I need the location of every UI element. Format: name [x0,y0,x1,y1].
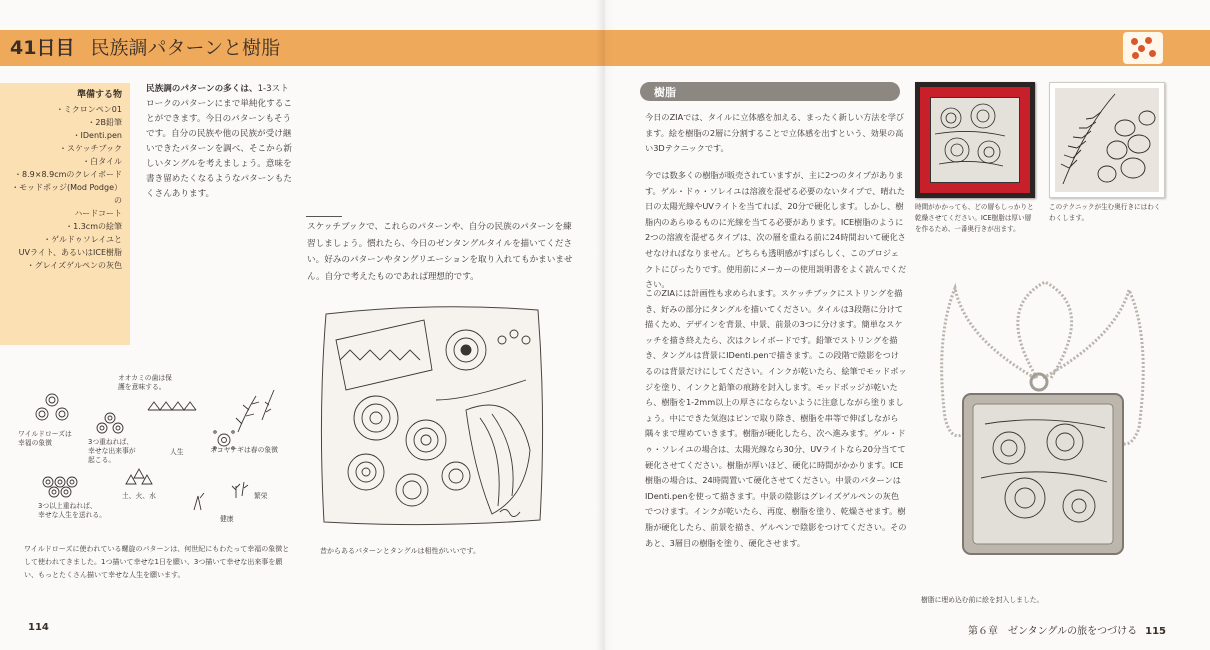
materials-item: ・モッドポッジ(Mod Podge）の [11,183,122,205]
photo2-caption: このテクニックが生む奥行きにはわくわくします。 [1049,203,1161,222]
tile-detail-drawing [1055,88,1159,192]
label-elements: 土、火、水 [122,492,156,500]
pattern-sketch [18,370,308,530]
label-willow: ネコヤナギは春の象徴 [210,446,278,454]
materials-item: ・ゲルドゥソレイユと [43,235,122,244]
label-wild-rose: ワイルドローズは 幸福の象徴 [18,430,72,447]
photo1-caption: 時間がかかっても、どの層もしっかりと乾燥させてください。ICE樹脂は厚い層を作るため、一番奥行きが出ます。 [915,203,1034,233]
day-number: 41日目 [10,37,75,59]
materials-item: ・グレイズゲルペンの灰色 [26,261,122,270]
page-footer [968,622,1166,637]
section-title: 樹脂 [654,86,676,99]
tile-caption: 昔からあるパターンとタングルは相性がいいです。 [320,547,480,555]
resin-pendant-photo [925,278,1153,566]
zentangle-tile-drawing [316,300,548,528]
right-page [603,0,1210,650]
exercise-paragraph: スケッチブックで、これらのパターンや、自分の民族のパターンを練習しましょう。慣れたら、今日のゼンタングルタイルを描いてください。好みのパターンやタングリエーションを取り入れてもかまいません。自分で考えたものであれば理想的です。 [307,222,573,282]
materials-item: ・ミクロンペン01 [55,105,122,114]
page-number-right: 115 [1145,626,1166,637]
framed-tile-drawing [931,98,1009,172]
materials-item: ・IDenti.pen [72,131,122,140]
resin-types-paragraph: 今では数多くの樹脂が販売されていますが、主に2つのタイプがあります。ゲル・ドゥ・ソレイユは溶液を混ぜる必要のないタイプで、晴れた日の太陽光線やUVライトを当てれば、20分で硬化します。しかし、樹脂内のあらゆるものに光線を当てる必要があります。ICE樹脂のように2つの溶液を混ぜるタイプは、次の層を重ねる前に24時間おいて硬化させなければなりません。どちらも透明感がすばらしく、このプロジェクトにぴったりです。使用前にメーカーの使用説明書をよく読んでください。 [645,170,907,290]
label-health: 健康 [220,515,234,523]
materials-item: ・8.9×8.9cmのクレイボード [14,170,122,179]
intro-paragraph [146,82,296,202]
page-number-left: 114 [28,622,49,633]
materials-list [4,103,122,272]
resin-method-paragraph: このZIAには計画性も求められます。スケッチブックにストリングを描き、好みの部分にタングルを描いてください。タイルは3段階に分けて描くため、デザインを背景、中景、前景の3つに分けます。簡単なスケッチを描き終えたら、次はクレイボードです。鉛筆でストリングを描き、タングルは背景にIDenti.penで描きます。この段階で陰影をつけるのは背景だけにしてください。インクが乾いたら、絵筆でモッドポッジを塗り、インクと鉛筆の痕跡を封入します。モッドポッジが乾いたら、樹脂を1-2mm以上の厚さにならないように注意しながら塗りましょう。中にできた気泡はピンで取り除き、樹脂を串等で伸ばしながら隅々まで埋めていきます。樹脂が硬化したら、次へ進みます。ゲル・ドゥ・ソレイユの場合は、太陽光線なら30分、UVライトなら20分当てて硬化させてください。樹脂が厚いほど、硬化に時間がかかります。ICE樹脂の場合は、24時間置いて硬化させてください。中景のパターンはIDenti.penを使って描きます。中景の陰影はグレイズゲルペンの灰色でつけます。インクが乾いたら、再度、樹脂を塗り、乾燥させます。樹脂が硬化したら、前景を描き、ゲルペンで陰影をつけてください。そのあと、3層目の樹脂を塗り、硬化させます。 [645,288,907,548]
materials-heading: 準備する物 [76,90,122,100]
intro-lead: 民族調のパターンの多くは、 [146,84,258,94]
label-life: 人生 [170,448,184,456]
day-badge-icon [1123,32,1163,64]
resin-pendant-drawing [925,278,1153,566]
framed-tile-photo [915,82,1035,198]
materials-box [0,83,130,345]
materials-item: ・2B鉛筆 [87,118,122,127]
day-header [10,33,280,60]
materials-item: ・1.3cmの絵筆 [65,222,122,231]
zentangle-tile [316,300,548,528]
pendant-caption: 樹脂に埋め込む前に絵を封入しました。 [921,596,1044,604]
header-band [603,30,1210,66]
tile-detail-photo [1049,82,1165,198]
label-three-spirals: 3つ重ねれば、 幸せな出来事が 起こる。 [88,438,136,464]
day-theme: 民族調パターンと樹脂 [90,37,281,59]
resin-intro-paragraph: 今日のZIAでは、タイルに立体感を加える、まったく新しい方法を学びます。絵を樹脂の2層に分割することで立体感を出すという、効果の高い3Dテクニックです。 [645,112,905,154]
label-wolf-teeth: オオカミの歯は保 護を意味する。 [118,374,172,391]
materials-item: UVライト、あるいはICE樹脂 [18,248,122,257]
label-three-plus: 3つ以上重ねれば、 幸せな人生を送れる。 [38,502,106,519]
intro-body: 1-3ストロークのパターンにまで単純化することができます。今日のパターンもそうです。自分の民族や他の民族が受け継いできたパターンを調べ、そこから新しいタングルを考えましょう。意味を書き留めたくなるようなパターンもたくさんあります。 [146,84,292,199]
label-prosperity: 繁栄 [254,492,268,500]
materials-item: ハードコート [74,209,122,218]
sketch-caption: ワイルドローズに使われている螺旋のパターンは、何世紀にもわたって幸福の象徴として使われてきました。1つ描いて幸せな1日を願い、3つ描いて幸せな出来事を願い、もっとたくさん描いて幸せな人生を願います。 [24,545,290,579]
quote-rule [306,216,342,217]
book-gutter [596,0,614,650]
materials-item: ・スケッチブック [58,144,122,153]
materials-item: ・白タイル [82,157,122,166]
section-heading [640,82,900,101]
chapter-title: 第６章 ゼンタングルの旅をつづける [968,626,1138,637]
left-page [0,0,603,650]
